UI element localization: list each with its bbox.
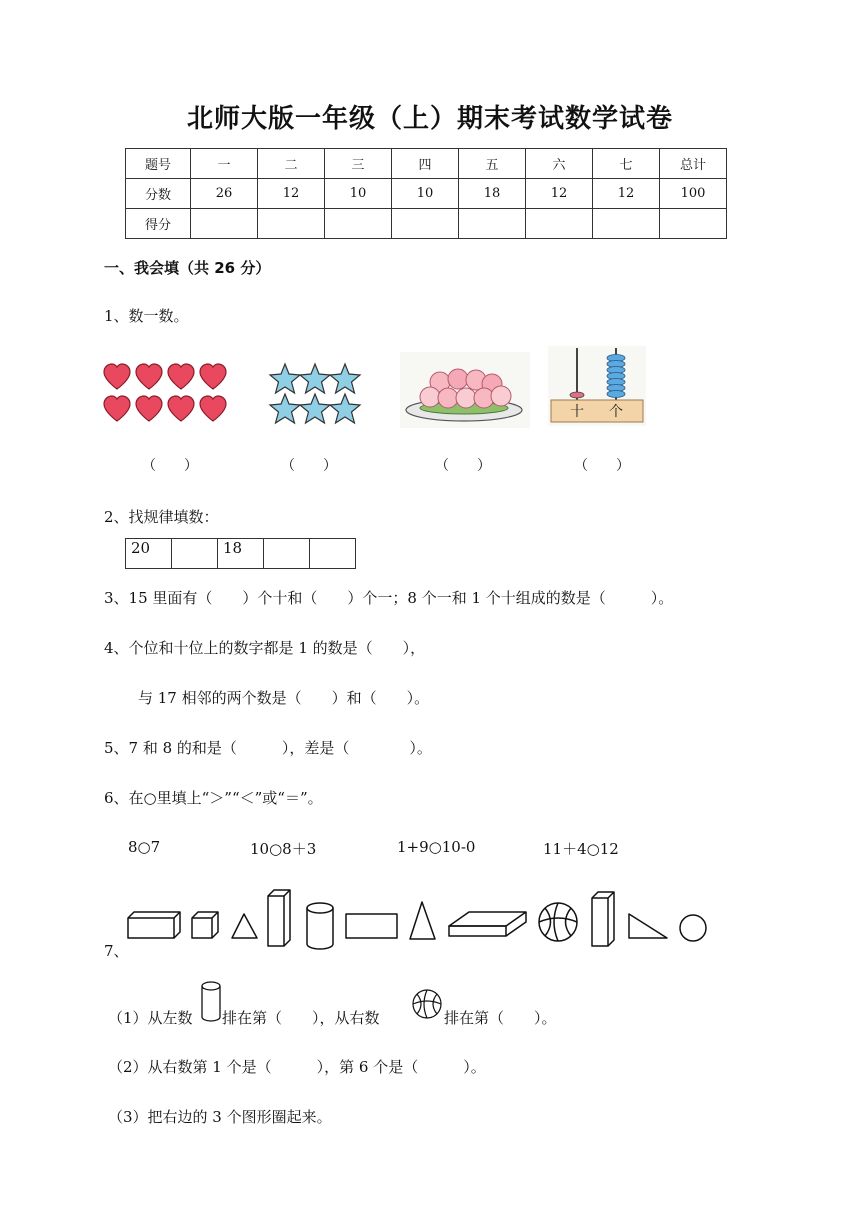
score-table-cell: 七 <box>593 149 660 179</box>
page-title: 北师大版一年级（上）期末考试数学试卷 <box>186 104 673 134</box>
score-table-cell: 题号 <box>126 149 191 179</box>
sequence-blank-cell[interactable] <box>172 539 218 569</box>
score-table-cell: 12 <box>526 179 593 209</box>
score-input-cell[interactable] <box>392 209 459 239</box>
score-table-row <box>126 179 727 209</box>
answer-blank-hearts[interactable]: （ ） <box>142 458 198 474</box>
cylinder-shape <box>307 903 333 949</box>
score-table-cell: 六 <box>526 149 593 179</box>
answer-blank-peaches[interactable]: （ ） <box>435 458 491 474</box>
peach-plate-picture <box>400 352 530 428</box>
tall-cuboid-shape <box>268 890 290 946</box>
compare-item-1: 8○7 <box>128 838 161 856</box>
score-table-cell: 12 <box>258 179 325 209</box>
score-input-cell[interactable] <box>459 209 526 239</box>
score-table-cell: 五 <box>459 149 526 179</box>
section-heading-1: 一、我会填（共 26 分） <box>104 259 271 277</box>
question-4-line-2: 与 17 相邻的两个数是（ ）和（ ）。 <box>138 689 430 707</box>
ball-shape <box>539 903 577 941</box>
cylinder-icon <box>200 980 222 1024</box>
sequence-table <box>125 538 356 569</box>
circle-shape <box>680 915 706 941</box>
question-3-text: 3、15 里面有（ ）个十和（ ）个一；8 个一和 1 个十组成的数是（ ）。 <box>104 589 674 607</box>
score-table-cell: 分数 <box>126 179 191 209</box>
score-table-cell: 总计 <box>660 149 727 179</box>
score-table-cell: 一 <box>191 149 258 179</box>
sequence-cell: 20 <box>126 539 172 569</box>
compare-item-4: 11＋4○12 <box>543 840 619 858</box>
score-table-cell: 10 <box>392 179 459 209</box>
compare-item-2: 10○8＋3 <box>250 840 317 858</box>
score-input-cell[interactable] <box>526 209 593 239</box>
score-input-cell[interactable] <box>325 209 392 239</box>
sequence-blank-cell[interactable] <box>310 539 356 569</box>
ball-icon <box>411 988 443 1020</box>
score-input-cell[interactable] <box>191 209 258 239</box>
right-triangle-shape <box>629 914 667 938</box>
shapes-row <box>124 884 714 952</box>
rectangle-shape <box>346 914 397 938</box>
cuboid-long-shape <box>128 912 180 938</box>
sub-question-1-part-a: （1）从左数 <box>108 1009 193 1027</box>
score-table-cell: 100 <box>660 179 727 209</box>
score-table-cell: 18 <box>459 179 526 209</box>
question-2-text: 2、找规律填数： <box>104 508 219 526</box>
sub-question-1-part-c: 排在第（ ）。 <box>444 1009 557 1027</box>
score-table-row <box>126 149 727 179</box>
score-table-cell: 三 <box>325 149 392 179</box>
question-5-text: 5、7 和 8 的和是（ ），差是（ ）。 <box>104 739 432 757</box>
sequence-cell: 18 <box>218 539 264 569</box>
cube-shape <box>192 912 218 938</box>
question-4-line-1: 4、个位和十位上的数字都是 1 的数是（ ）， <box>104 639 426 657</box>
score-table-cell: 二 <box>258 149 325 179</box>
score-table-cell: 四 <box>392 149 459 179</box>
triangle-shape <box>232 914 257 938</box>
score-table-cell: 10 <box>325 179 392 209</box>
tall-cuboid-shape-2 <box>592 892 614 946</box>
score-table-cell: 12 <box>593 179 660 209</box>
abacus-tens-label: 十 <box>570 404 584 420</box>
answer-blank-abacus[interactable]: （ ） <box>574 458 630 474</box>
score-table-cell: 26 <box>191 179 258 209</box>
answer-blank-stars[interactable]: （ ） <box>281 458 337 474</box>
question-7-label: 7、 <box>104 942 129 960</box>
tall-triangle-shape <box>410 902 435 939</box>
score-input-cell[interactable] <box>660 209 727 239</box>
sub-question-3: （3）把右边的 3 个图形圈起来。 <box>108 1108 332 1126</box>
question-1-text: 1、数一数。 <box>104 307 189 325</box>
question-6-text: 6、在○里填上“＞”“＜”或“＝”。 <box>104 789 323 807</box>
score-input-cell[interactable] <box>593 209 660 239</box>
sub-question-2: （2）从右数第 1 个是（ ），第 6 个是（ ）。 <box>108 1058 486 1076</box>
sub-question-1-part-b: 排在第（ ），从右数 <box>222 1009 380 1027</box>
sequence-blank-cell[interactable] <box>264 539 310 569</box>
abacus-picture <box>548 346 646 426</box>
heart-group-picture <box>102 362 230 426</box>
flat-cuboid-shape <box>449 912 526 936</box>
compare-item-3: 1+9○10-0 <box>397 838 476 856</box>
score-input-cell[interactable] <box>258 209 325 239</box>
star-group-picture <box>268 362 364 426</box>
score-table <box>125 148 727 239</box>
score-table-cell: 得分 <box>126 209 191 239</box>
score-table-row <box>126 209 727 239</box>
abacus-ones-label: 个 <box>609 404 623 420</box>
